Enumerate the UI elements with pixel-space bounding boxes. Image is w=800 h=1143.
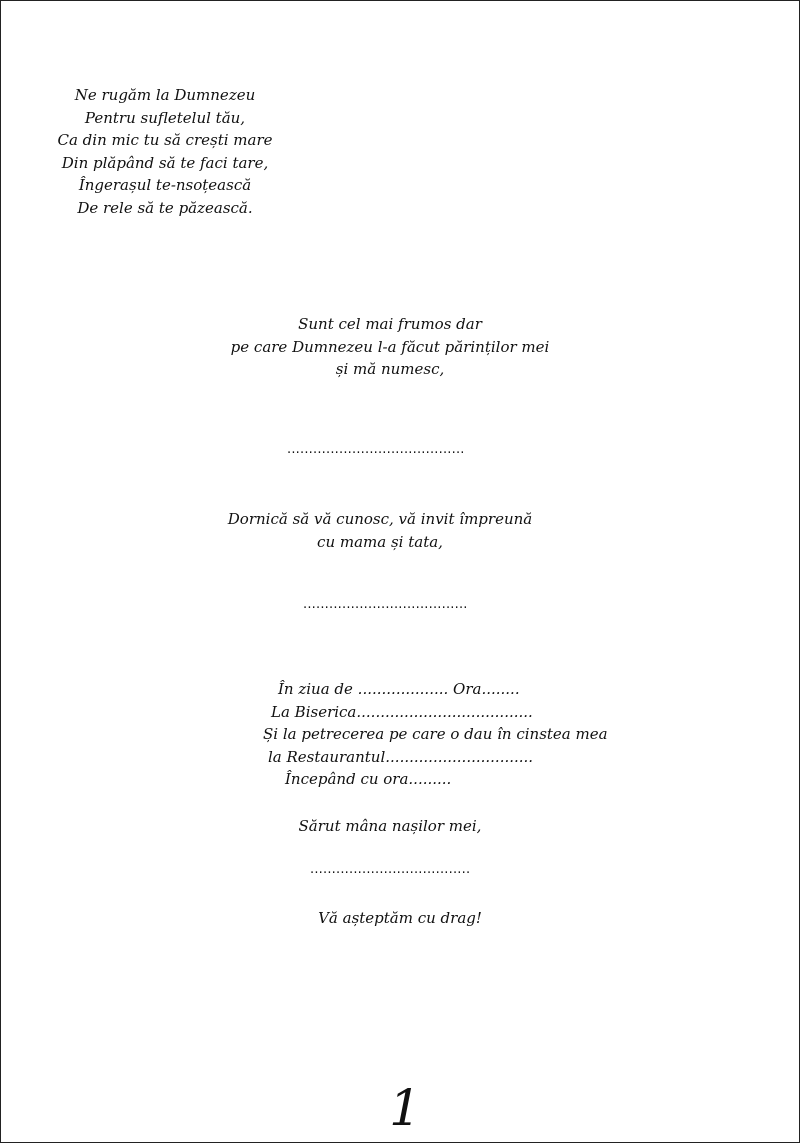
poem-line: De rele să te păzească. [77, 198, 253, 217]
date-time-line: În ziua de ................... Ora........ [278, 680, 520, 698]
godparents-text: Sărut mâna nașilor mei, [298, 817, 482, 835]
intro-paragraph [220, 313, 560, 381]
invitation-line: Dornică să vă cunosc, vă invit împreună [227, 510, 533, 528]
party-line: Și la petrecerea pe care o dau în cinstea mea [263, 725, 608, 743]
blessing-poem [40, 84, 290, 219]
intro-line: pe care Dumnezeu l-a făcut părinților mei [230, 337, 550, 356]
intro-line: și mă numesc, [335, 360, 445, 378]
poem-line: Ne rugăm la Dumnezeu [74, 86, 256, 104]
closing-line: Vă așteptăm cu drag! [318, 909, 482, 927]
event-details [230, 678, 608, 791]
invitation-line: cu mama și tata, [317, 532, 443, 551]
start-time-line: Începând cu ora......... [285, 770, 452, 788]
poem-line: Îngerașul te-nsoțească [78, 176, 252, 194]
poem-line: Ca din mic tu să crești mare [57, 131, 273, 149]
parents-names-blank: ...................................... [303, 597, 468, 612]
poem-line: Din plăpând să te faci tare, [61, 153, 269, 172]
invitation-paragraph [205, 508, 555, 553]
poem-line: Pentru sufletelul tău, [84, 108, 246, 127]
church-line: La Biserica..................................... [271, 702, 533, 721]
page-number: 1 [389, 1079, 421, 1137]
child-name-blank: ......................................... [287, 442, 465, 457]
godparents-greeting [260, 815, 520, 838]
godparents-names-blank: ..................................... [310, 862, 471, 877]
restaurant-line: la Restaurantul............................... [268, 747, 534, 766]
intro-line: Sunt cel mai frumos dar [298, 315, 482, 333]
